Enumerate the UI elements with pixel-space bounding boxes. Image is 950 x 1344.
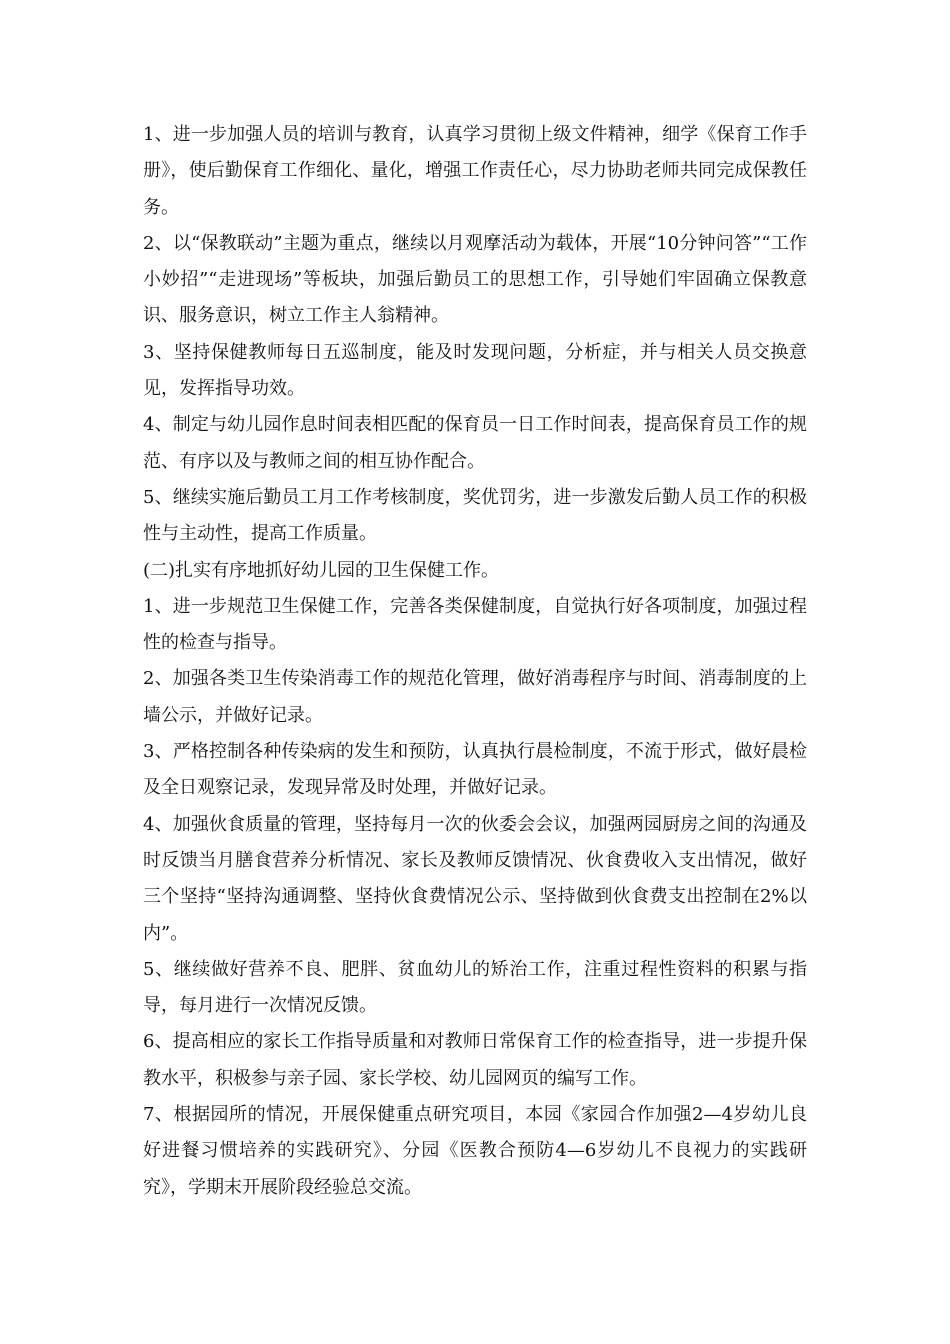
paragraph-9: 3、严格控制各种传染病的发生和预防，认真执行晨检制度，不流于形式，做好晨检及全日观察记录，发现异常及时处理，并做好记录。 xyxy=(143,741,807,799)
paragraph-8: 2、加强各类卫生传染消毒工作的规范化管理，做好消毒程序与时间、消毒制度的上墙公示，并做好记录。 xyxy=(143,668,807,726)
paragraph-4: 4、制定与幼儿园作息时间表相匹配的保育员一日工作时间表，提高保育员工作的规范、有序以及与教师之间的相互协作配合。 xyxy=(143,414,807,472)
paragraph-12: 6、提高相应的家长工作指导质量和对教师日常保育工作的检查指导，进一步提升保教水平，积极参与亲子园、家长学校、幼儿园网页的编写工作。 xyxy=(143,1031,807,1089)
paragraph-2: 2、以“保教联动”主题为重点，继续以月观摩活动为载体，开展“10分钟问答”“工作小妙招”“走进现场”等板块，加强后勤员工的思想工作，引导她们牢固确立保教意识、服务意识，树立工作主人翁精神。 xyxy=(143,232,807,327)
paragraph-13: 7、根据园所的情况，开展保健重点研究项目，本园《家园合作加强2—4岁幼儿良好进餐习惯培养的实践研究》、分园《医教合预防4—6岁幼儿不良视力的实践研究》，学期末开展阶段经验总交流。 xyxy=(143,1104,807,1198)
paragraph-11: 5、继续做好营养不良、肥胖、贫血幼儿的矫治工作，注重过程性资料的积累与指导，每月进行一次情况反馈。 xyxy=(143,958,807,1017)
paragraph-5: 5、继续实施后勤员工月工作考核制度，奖优罚劣，进一步激发后勤人员工作的积极性与主动性，提高工作质量。 xyxy=(143,486,807,545)
document-body xyxy=(143,117,807,1206)
paragraph-10: 4、加强伙食质量的管理，坚持每月一次的伙委会会议，加强两园厨房之间的沟通及时反馈当月膳食营养分析情况、家长及教师反馈情况、伙食费收入支出情况，做好三个坚持“坚持沟通调整、坚持伙食费情况公示、坚持做到伙食费支出控制在2%以内”。 xyxy=(143,813,807,944)
section-heading: (二)扎实有序地抓好幼儿园的卫生保健工作。 xyxy=(143,559,500,581)
paragraph-7: 1、进一步规范卫生保健工作，完善各类保健制度，自觉执行好各项制度，加强过程性的检查与指导。 xyxy=(143,595,807,654)
paragraph-1: 1、进一步加强人员的培训与教育，认真学习贯彻上级文件精神，细学《保育工作手册》，使后勤保育工作细化、量化，增强工作责任心，尽力协助老师共同完成保教任务。 xyxy=(143,124,807,218)
paragraph-3: 3、坚持保健教师每日五巡制度，能及时发现问题，分析症，并与相关人员交换意见，发挥指导功效。 xyxy=(143,341,807,400)
